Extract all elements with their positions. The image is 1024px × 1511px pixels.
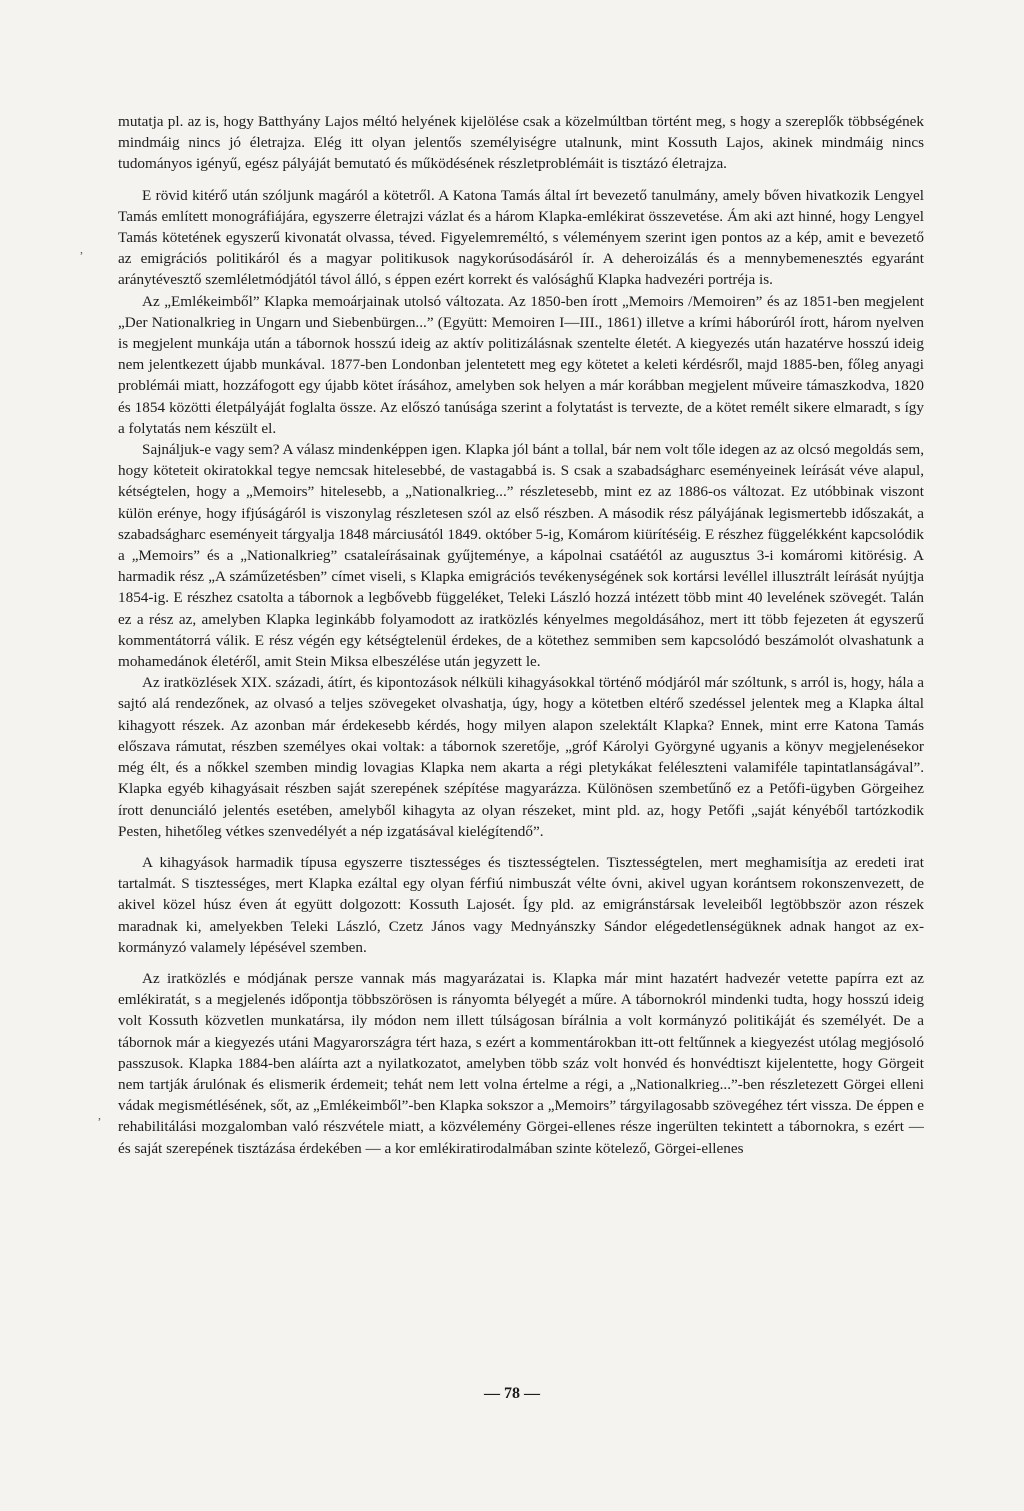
paragraph: E rövid kitérő után szóljunk magáról a kötetről. A Katona Tamás által írt bevezető tanulmány, amely bőven hivatkozik Lengyel Tamás említett monográfiájára, egyszerre életrajzi vázlat és a három Klapka-emlékirat összevetése. Ám aki azt hinné, hogy Lengyel Tamás kötetének egyszerű kivonatát olvassa, téved. Figyelemreméltó, s véleményem szerint igen pontos az a kép, amit e bevezető az emigrációs politikáról és a magyar politikusok nagykorúsodásáról ír. A deheroizálás és a mennybemenesztés egyaránt aránytévesztő szemléletmódjától távol álló, s éppen ezért korrekt és valósághű Klapka hadvezéri portréja is.: [118, 186, 924, 289]
paragraph: Az iratközlés e módjának persze vannak más magyarázatai is. Klapka már mint hazatért hadvezér vetette papírra ezt az emlékiratát, s a megjelenés időpontja többszörösen is rányomta bélyegét a műre. A tábornokról mindenki tudta, hogy hosszú ideig volt Kossuth közvetlen munkatársa, ily módon nem illett túlságosan bírálnia a volt kormányzó politikáját és személyét. De a tábornok már a kiegyezés utáni Magyarországra tért haza, s ezért a kommentárokban itt-ott feltűnnek a kiegyezést utólag megjósoló passzusok. Klapka 1884-ben aláírta azt a nyilatkozatot, amelyben több száz volt honvéd és honvédtiszt kijelentette, hogy Görgeit nem tartják árulónak és elismerik érdemeit; tehát nem lett volna értelme a régi, a „Nationalkrieg...”-ben részletezett Görgei elleni vádak megismétlésének, sőt, az „Emlékeimből”-ben Klapka sokszor a „Memoirs” tárgyilagosabb szövegéhez tért vissza. De éppen e rehabilitálási mozgalomban való részvétele miatt, a közvélemény Görgei-ellenes része ingerülten tekintett a tábornokra, s ezért — és saját szerepének tisztázása érdekében — a kor emlékiratirodalmában szinte kötelező, Görgei-ellenes: [118, 969, 924, 1157]
paragraph: Sajnáljuk-e vagy sem? A válasz mindenképpen igen. Klapka jól bánt a tollal, bár nem volt tőle idegen az az olcsó megoldás sem, hogy köteteit okiratokkal tegye nemcsak hitelesebbé, de vastagabbá is. S csak a szabadságharc eseményeinek leírását véve alapul, kétségtelen, hogy a „Memoirs” hitelesebb, a „Nationalkrieg...” részletesebb, mint ez az 1886-os változat. Ez utóbbinak viszont külön erénye, hogy ifjúságáról is viszonylag részletesen szól az első részben. A második rész pályájának legismertebb időszakát, a szabadságharc eseményeit tárgyalja 1848 márciusától 1849. október 5-ig, Komárom kiürítéséig. E részhez függelékként kapcsolódik a „Memoirs” és a „Nationalkrieg” csataleírásainak gyűjteménye, a kápolnai csatáétól az augusztus 3-i komáromi kitörésig. A harmadik rész „A száműzetésben” címet viseli, s Klapka emigrációs tevékenységének sok kortársi levéllel illusztrált leírását nyújtja 1854-ig. E részhez csatolta a tábornok a legbővebb függeléket, Teleki László hozzá intézett több mint 40 levelének szövegét. Talán ez a rész az, amelyben Klapka leginkább folyamodott az iratközlés kényelmes megoldásához, mert itt több fejezeten át egyszerű kommentátorrá válik. E rész végén egy kétségtelenül érdekes, de a kötethez semmiben sem kapcsolódó beszámolót olvashatunk a mohamedánok életéről, amit Stein Miksa elbeszélése után jegyzett le.: [118, 441, 924, 671]
page-number: — 78 —: [484, 1385, 540, 1402]
paragraph: mutatja pl. az is, hogy Batthyány Lajos méltó helyének kijelölése csak a közelmúltban történt meg, s hogy a szereplők többségének mindmáig nincs jó életrajza. Elég itt olyan jelentős személyiségre utalnunk, mint Kossuth Lajos, akinek mindmáig nincs tudományos igényű, egész pályáját bemutató és működésének részletproblémáit is tisztázó életrajza.: [118, 113, 924, 173]
scan-mark: ,: [80, 242, 83, 256]
paragraph: A kihagyások harmadik típusa egyszerre tisztességes és tisztességtelen. Tisztességtelen, mert meghamisítja az eredeti irat tartalmát. S tisztességes, mert Klapka ezáltal egy olyan férfiú nimbuszát vélte óvni, akivel ugyan korántsem rokonszenvezett, de akivel közel húsz éven át együtt dolgozott: Kossuth Lajosét. Így pld. az emigránstársak leveleiből legtöbbször azon részek maradnak ki, amelyekben Teleki László, Czetz János vagy Mednyánszky Sándor elégedetlenségüknek adnak hangot az ex-kormányzó valamely lépésével szemben.: [118, 853, 924, 956]
paragraph: Az iratközlések XIX. századi, átírt, és kipontozások nélküli kihagyásokkal történő módjáról már szóltunk, s arról is, hogy, hála a sajtó alá rendezőnek, az olvasó a teljes szövegeket olvashatja, úgy, hogy a kötetben eltérő szedéssel jelentek meg a Klapka által kihagyott részek. Az azonban már érdekesebb kérdés, hogy milyen alapon szelektált Klapka? Ennek, mint erre Katona Tamás előszava rámutat, részben személyes okai voltak: a tábornok szeretője, „gróf Károlyi Györgyné ugyanis a könyv megjelenésekor még élt, és a nőkkel szemben mindig lovagias Klapka nem akarta a régi pletykákat feléleszteni valamiféle tapintatlanságával”. Klapka egyéb kihagyásait részben saját szerepének szépítése magyarázza. Különösen szembetűnő ez a Petőfi-ügyben Görgeihez írott denunciáló jelentés esetében, amelyből kihagyta az olyan részeket, mint pld. az, hogy Petőfi „saját kényéből tartózkodik Pesten, hihetőleg vétkes szenvedélyét a nép izgatásával kielégítendő”.: [118, 674, 924, 840]
scan-mark: ,: [98, 1108, 101, 1122]
body-text: [118, 111, 924, 1159]
paragraph: Az „Emlékeimből” Klapka memoárjainak utolsó változata. Az 1850-ben írott „Memoirs /Memoiren” és az 1851-ben megjelent „Der Nationalkrieg in Ungarn und Siebenbürgen...” (Együtt: Memoiren I—III., 1861) illetve a krími háborúról írott, három nyelven is megjelent munkája után a tábornok hosszú ideig az aktív politizálásnak szentelte életét. A kiegyezés után hazatérve hosszú ideig nem jelentkezett újabb munkával. 1877-ben Londonban jelentetett meg egy kötetet a keleti kérdésről, majd 1885-ben, főleg anyagi problémái miatt, hozzáfogott egy újabb kötet írásához, amelyben sok helyen a már korábban megjelent műveire támaszkodva, 1820 és 1854 közötti életpályáját foglalta össze. Az előszó tanúsága szerint a folytatást is tervezte, de a kötet remélt sikere elmaradt, s így a folytatás nem készült el.: [118, 292, 924, 437]
